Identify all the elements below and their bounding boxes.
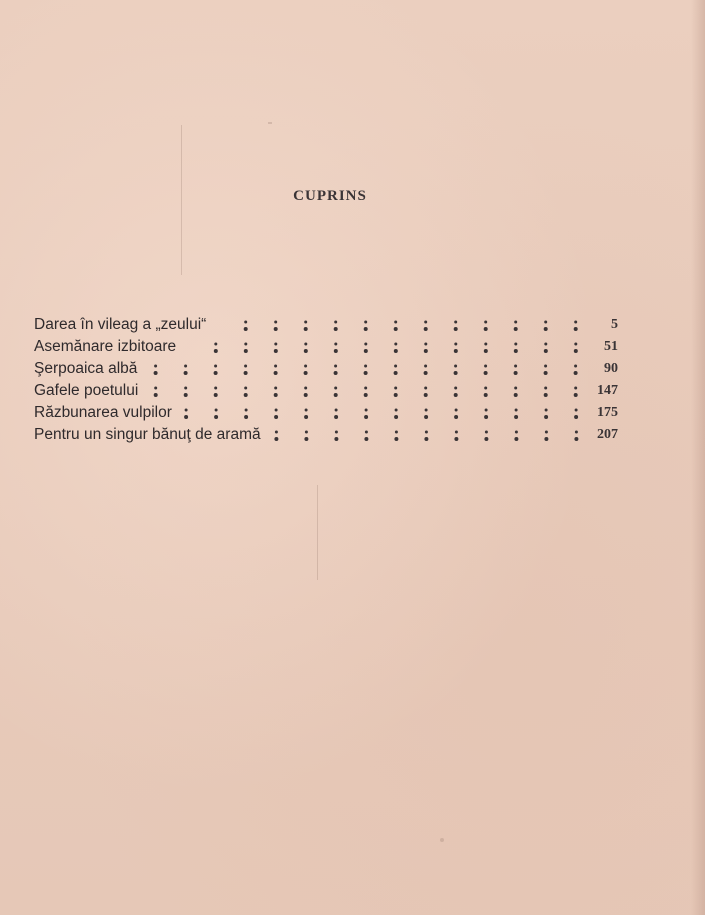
leader-dot	[514, 349, 518, 353]
leader-dot	[244, 343, 247, 346]
leader-dot	[214, 371, 218, 375]
leader-dot	[485, 365, 488, 368]
leader-dot	[304, 343, 307, 346]
leader-dot	[484, 393, 488, 397]
leader-dot	[484, 343, 487, 346]
leader-dot	[275, 365, 278, 368]
leader-dot	[484, 349, 488, 353]
leader-dot	[244, 349, 248, 353]
leader-dot	[574, 393, 578, 397]
toc-entry-title: Darea în vileag a „zeului“	[34, 316, 207, 333]
leader-dot	[514, 343, 517, 346]
leader-dot	[454, 437, 458, 441]
leader-dot	[364, 327, 368, 331]
toc-entry-title: Asemănare izbitoare	[34, 338, 177, 355]
leader-dot	[424, 349, 428, 353]
leader-dot	[514, 393, 518, 397]
leader-dot	[364, 409, 367, 412]
leader-dot	[454, 415, 458, 419]
leader-dot	[305, 431, 308, 434]
leader-dot	[394, 343, 397, 346]
leader-dot	[274, 437, 278, 441]
leader-dot	[334, 415, 338, 419]
leader-dot	[304, 371, 308, 375]
leader-dot	[184, 387, 187, 390]
leader-dot	[334, 387, 337, 390]
leader-dot	[455, 321, 458, 324]
leader-dot	[364, 387, 367, 390]
leader-dot	[395, 365, 398, 368]
leader-dot	[305, 321, 308, 324]
leader-dot	[394, 327, 398, 331]
leader-dot	[275, 431, 278, 434]
dot-leader	[144, 380, 582, 402]
leader-dot	[214, 349, 218, 353]
leader-dot	[484, 409, 487, 412]
leader-dot	[484, 371, 488, 375]
leader-dot	[274, 343, 277, 346]
page-title: CUPRINS	[293, 188, 367, 204]
leader-dot	[365, 321, 368, 324]
toc-entry	[34, 314, 618, 336]
leader-dot	[154, 387, 157, 390]
leader-dot	[515, 321, 518, 324]
leader-dot	[154, 393, 158, 397]
leader-dot	[424, 437, 428, 441]
leader-dot	[394, 415, 398, 419]
leader-dot	[574, 327, 578, 331]
leader-dot	[544, 387, 547, 390]
leader-dot	[575, 365, 578, 368]
leader-dot	[274, 371, 278, 375]
leader-dot	[335, 431, 338, 434]
page-edge-shadow	[691, 0, 705, 915]
leader-dot	[424, 371, 428, 375]
leader-dot	[395, 431, 398, 434]
leader-dot	[244, 387, 247, 390]
dot-leader	[267, 424, 582, 446]
leader-dot	[304, 437, 308, 441]
leader-dot	[305, 365, 308, 368]
leader-dot	[544, 415, 548, 419]
leader-dot	[274, 349, 278, 353]
leader-dot	[574, 387, 577, 390]
leader-dot	[454, 349, 458, 353]
leader-dot	[514, 327, 518, 331]
leader-dot	[394, 393, 398, 397]
leader-dot	[545, 321, 548, 324]
leader-dot	[244, 327, 248, 331]
toc-entry-title: Pentru un singur bănuţ de aramă	[34, 426, 261, 443]
leader-dot	[575, 321, 578, 324]
leader-dot	[454, 409, 457, 412]
dot-leader	[178, 402, 582, 424]
leader-dot	[454, 387, 457, 390]
leader-dot	[304, 409, 307, 412]
leader-dot	[425, 321, 428, 324]
leader-dot	[245, 321, 248, 324]
toc-entry-page: 207	[597, 427, 618, 442]
leader-dot	[304, 393, 308, 397]
leader-dot	[334, 371, 338, 375]
leader-dot	[304, 415, 308, 419]
toc-entry-page: 5	[611, 317, 618, 332]
leader-dot	[544, 349, 548, 353]
leader-dot	[514, 415, 518, 419]
leader-dot	[485, 321, 488, 324]
leader-dot	[214, 343, 217, 346]
leader-dot	[454, 343, 457, 346]
leader-dot	[484, 437, 488, 441]
leader-dot	[515, 365, 518, 368]
leader-dot	[364, 349, 368, 353]
leader-dot	[425, 431, 428, 434]
leader-dot	[484, 415, 488, 419]
leader-dot	[274, 393, 278, 397]
leader-dot	[424, 415, 428, 419]
toc-entry-page: 90	[604, 361, 618, 376]
table-of-contents	[34, 314, 618, 446]
leader-dot	[544, 327, 548, 331]
toc-entry-title: Răzbunarea vulpilor	[34, 404, 172, 421]
leader-dot	[304, 327, 308, 331]
leader-dot	[544, 437, 548, 441]
leader-dot	[574, 371, 578, 375]
leader-dot	[574, 437, 578, 441]
toc-entry-page: 51	[604, 339, 618, 354]
leader-dot	[184, 371, 188, 375]
leader-dot	[545, 365, 548, 368]
leader-dot	[244, 415, 248, 419]
leader-dot	[214, 387, 217, 390]
toc-entry	[34, 380, 618, 402]
leader-dot	[274, 387, 277, 390]
leader-dot	[424, 343, 427, 346]
leader-dot	[184, 393, 188, 397]
toc-entry-page: 175	[597, 405, 618, 420]
leader-dot	[245, 365, 248, 368]
toc-entry-page: 147	[597, 383, 618, 398]
leader-dot	[364, 343, 367, 346]
leader-dot	[394, 371, 398, 375]
leader-dot	[544, 343, 547, 346]
leader-dot	[215, 365, 218, 368]
leader-dot	[425, 365, 428, 368]
leader-dot	[274, 409, 277, 412]
toc-entry	[34, 424, 618, 446]
leader-dot	[484, 327, 488, 331]
leader-dot	[334, 437, 338, 441]
dot-leader	[212, 314, 582, 336]
leader-dot	[455, 431, 458, 434]
leader-dot	[244, 371, 248, 375]
leader-dot	[484, 387, 487, 390]
toc-entry	[34, 402, 618, 424]
toc-entry	[34, 358, 618, 380]
leader-dot	[244, 409, 247, 412]
leader-dot	[274, 327, 278, 331]
leader-dot	[544, 393, 548, 397]
leader-dot	[544, 409, 547, 412]
leader-dot	[394, 409, 397, 412]
leader-dot	[154, 371, 158, 375]
leader-dot	[574, 343, 577, 346]
leader-dot	[454, 393, 458, 397]
dot-leader	[182, 336, 582, 358]
leader-dot	[304, 349, 308, 353]
leader-dot	[304, 387, 307, 390]
leader-dot	[214, 415, 218, 419]
leader-dot	[334, 349, 338, 353]
leader-dot	[185, 365, 188, 368]
paper-mark	[268, 122, 272, 124]
leader-dot	[544, 371, 548, 375]
leader-dot	[574, 415, 578, 419]
leader-dot	[424, 393, 428, 397]
dot-leader	[143, 358, 582, 380]
leader-dot	[244, 393, 248, 397]
leader-dot	[335, 365, 338, 368]
leader-dot	[514, 371, 518, 375]
leader-dot	[454, 327, 458, 331]
leader-dot	[364, 371, 368, 375]
leader-dot	[214, 409, 217, 412]
leader-dot	[214, 393, 218, 397]
leader-dot	[364, 415, 368, 419]
leader-dot	[364, 437, 368, 441]
leader-dot	[365, 431, 368, 434]
leader-dot	[454, 371, 458, 375]
leader-dot	[275, 321, 278, 324]
leader-dot	[575, 431, 578, 434]
leader-dot	[574, 409, 577, 412]
leader-dot	[545, 431, 548, 434]
paper-mark	[317, 485, 318, 580]
leader-dot	[184, 415, 188, 419]
leader-dot	[394, 437, 398, 441]
leader-dot	[274, 415, 278, 419]
leader-dot	[394, 349, 398, 353]
toc-entry	[34, 336, 618, 358]
leader-dot	[455, 365, 458, 368]
leader-dot	[514, 437, 518, 441]
leader-dot	[514, 387, 517, 390]
leader-dot	[394, 387, 397, 390]
leader-dot	[514, 409, 517, 412]
leader-dot	[334, 327, 338, 331]
leader-dot	[334, 343, 337, 346]
leader-dot	[424, 327, 428, 331]
leader-dot	[485, 431, 488, 434]
leader-dot	[574, 349, 578, 353]
leader-dot	[364, 393, 368, 397]
leader-dot	[395, 321, 398, 324]
toc-entry-title: Gafele poetului	[34, 382, 139, 399]
paper-mark	[440, 838, 444, 842]
toc-entry-title: Şerpoaica albă	[34, 360, 138, 377]
leader-dot	[365, 365, 368, 368]
leader-dot	[184, 409, 187, 412]
leader-dot	[334, 393, 338, 397]
leader-dot	[424, 387, 427, 390]
leader-dot	[335, 321, 338, 324]
leader-dot	[515, 431, 518, 434]
leader-dot	[334, 409, 337, 412]
leader-dot	[424, 409, 427, 412]
leader-dot	[155, 365, 158, 368]
